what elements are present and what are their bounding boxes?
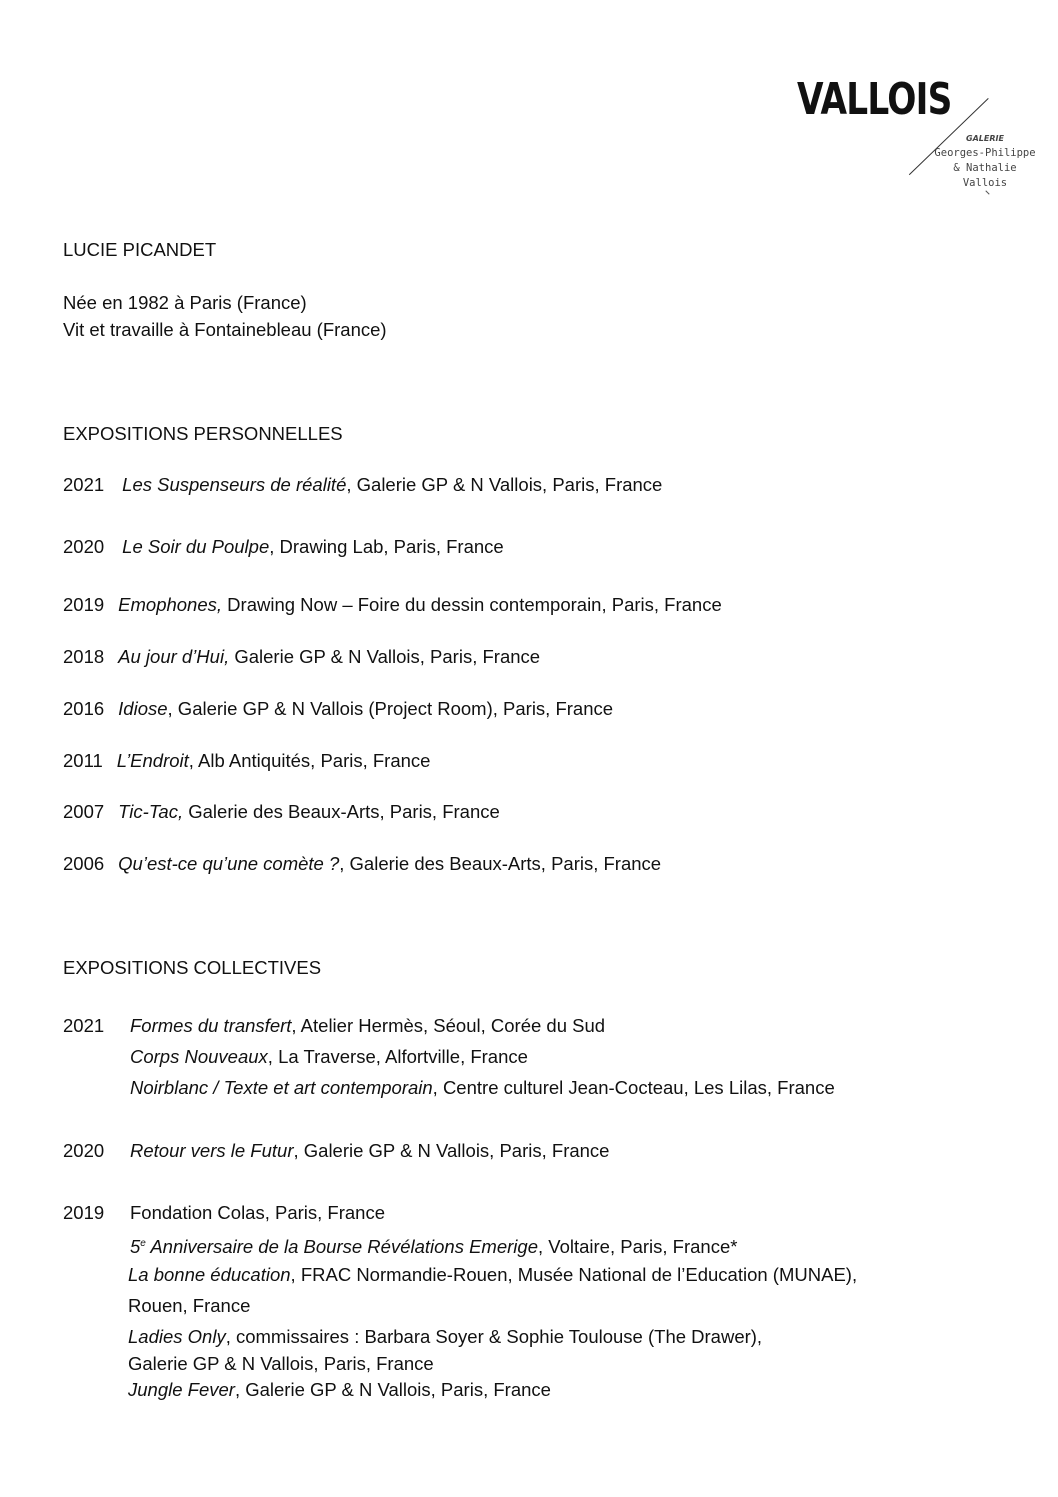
list-item	[63, 474, 662, 496]
exhibition-title: 5	[130, 1236, 141, 1258]
exhibition-title: Corps Nouveaux	[130, 1046, 268, 1067]
list-item	[130, 1202, 385, 1224]
owners-line-2: & Nathalie	[953, 162, 1017, 174]
exhibition-venue: , Drawing Lab, Paris, France	[269, 536, 504, 557]
list-item	[128, 1379, 551, 1401]
exhibition-title: Noirblanc / Texte et art contemporain	[130, 1077, 433, 1098]
artist-birth: Née en 1982 à Paris (France)	[63, 292, 307, 313]
list-item	[130, 1140, 609, 1162]
exhibition-title: Formes du transfert	[130, 1015, 292, 1036]
section-heading-solo: EXPOSITIONS PERSONNELLES	[63, 423, 343, 444]
exhibition-venue: , Centre culturel Jean-Cocteau, Les Lilas, France	[432, 1077, 835, 1098]
exhibition-venue: , La Traverse, Alfortville, France	[267, 1046, 528, 1067]
exhibition-venue: Galerie GP & N Vallois, Paris, France	[128, 1353, 434, 1374]
list-item	[128, 1264, 857, 1286]
exhibition-year: 2011	[63, 750, 103, 771]
ordinal-suffix: e	[140, 1238, 146, 1249]
exhibition-title: L’Endroit	[116, 750, 189, 771]
artist-residence: Vit et travaille à Fontainebleau (France)	[63, 319, 387, 340]
exhibition-venue: , Atelier Hermès, Séoul, Corée du Sud	[291, 1015, 606, 1036]
exhibition-venue: , FRAC Normandie-Rouen, Musée National de l’Education (MUNAE),	[290, 1264, 858, 1285]
list-item	[128, 1326, 762, 1348]
list-item-continuation	[128, 1353, 434, 1375]
exhibition-year: 2016	[63, 698, 105, 719]
exhibition-title: Anniversaire de la Bourse Révélations Emerige	[145, 1236, 538, 1258]
exhibition-venue: Fondation Colas, Paris, France	[130, 1202, 386, 1223]
list-item	[130, 1233, 737, 1258]
list-item	[63, 853, 661, 875]
exhibition-title: Emophones,	[118, 594, 223, 615]
exhibition-year: 2019	[63, 1202, 105, 1223]
list-item-continuation	[128, 1295, 250, 1317]
exhibition-year: 2021	[63, 1015, 105, 1036]
exhibition-venue: Galerie GP & N Vallois, Paris, France	[229, 646, 541, 667]
section-heading-group: EXPOSITIONS COLLECTIVES	[63, 957, 322, 978]
exhibition-venue: , Galerie GP & N Vallois (Project Room), Paris, France	[167, 698, 614, 719]
exhibition-venue: , Galerie des Beaux-Arts, Paris, France	[339, 853, 662, 874]
exhibition-venue: , Galerie GP & N Vallois, Paris, France	[293, 1140, 610, 1161]
exhibition-year: 2007	[63, 801, 105, 822]
list-item	[130, 1015, 605, 1037]
list-item	[130, 1046, 528, 1068]
galerie-label: GALERIE	[966, 134, 1004, 143]
logo-tick-mark	[985, 190, 989, 194]
exhibition-title: Idiose	[118, 698, 168, 719]
exhibition-title: La bonne éducation	[128, 1264, 291, 1285]
exhibition-venue: , commissaires : Barbara Soyer & Sophie Toulouse (The Drawer),	[225, 1326, 763, 1347]
list-item	[63, 698, 613, 720]
exhibition-year: 2020	[63, 1140, 105, 1161]
exhibition-venue: , Voltaire, Paris, France*	[537, 1236, 738, 1258]
exhibition-title: Au jour d’Hui,	[118, 646, 230, 667]
list-item	[130, 1077, 835, 1099]
exhibition-title: Ladies Only	[128, 1326, 226, 1347]
exhibition-title: Qu’est-ce qu’une comète ?	[118, 853, 340, 874]
exhibition-venue: Rouen, France	[128, 1295, 251, 1316]
exhibition-title: Retour vers le Futur	[130, 1140, 294, 1161]
owners-line-1: Georges-Philippe	[934, 147, 1036, 159]
exhibition-title: Les Suspenseurs de réalité	[122, 474, 347, 495]
list-item	[63, 801, 500, 823]
owners-line-3: Vallois	[962, 177, 1008, 189]
exhibition-venue: , Alb Antiquités, Paris, France	[188, 750, 431, 771]
exhibition-year: 2018	[63, 646, 105, 667]
exhibition-venue: , Galerie GP & N Vallois, Paris, France	[346, 474, 663, 495]
list-item	[63, 536, 504, 558]
artist-name: LUCIE PICANDET	[63, 239, 217, 260]
exhibition-year: 2006	[63, 853, 105, 874]
exhibition-venue: Drawing Now – Foire du dessin contemporain, Paris, France	[222, 594, 722, 615]
exhibition-title: Jungle Fever	[128, 1379, 235, 1400]
exhibition-year: 2020	[63, 536, 105, 557]
list-item	[63, 750, 430, 772]
exhibition-title: Le Soir du Poulpe	[122, 536, 270, 557]
gallery-subtitle	[930, 131, 1040, 191]
exhibition-year: 2019	[63, 594, 105, 615]
exhibition-venue: Galerie des Beaux-Arts, Paris, France	[183, 801, 500, 822]
list-item	[63, 646, 540, 668]
exhibition-venue: , Galerie GP & N Vallois, Paris, France	[234, 1379, 551, 1400]
exhibition-title: Tic-Tac,	[118, 801, 184, 822]
exhibition-year: 2021	[63, 474, 105, 495]
gallery-logo: VALLOIS	[797, 74, 952, 125]
list-item	[63, 594, 722, 616]
